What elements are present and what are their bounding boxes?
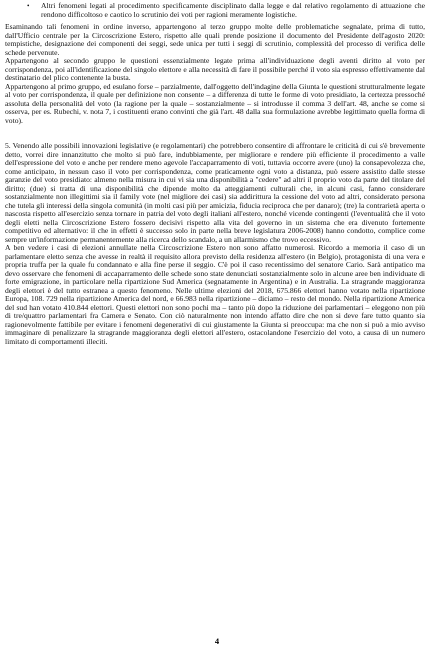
- bullet-symbol: •: [27, 2, 30, 10]
- paragraph-third-group: Esaminando tali fenomeni in ordine inverso, appartengono al terzo gruppo molte delle problematiche segnalate, prima di tutto, dall'Ufficio centrale per la Circoscrizione Estero, rispetto alle quali prende posizione il documento del Presidente dell'agosto 2020: tempistiche, designazione dei componenti dei seggi, sede unica per tutti i seggi di scrutinio, complessità del processo di verifica delle schede pervenute.: [5, 22, 425, 57]
- section-5-paragraph: 5. Venendo alle possibili innovazioni legislative (e regolamentari) che potrebbero consentire di affrontare le criticità di cui s'è brevemente detto, vorrei dire innanzitutto che molto si può fare, indubbiamente, per migliorare e rendere più efficiente il procedimento a valle dell'espressione del voto e anche per rendere meno agevole l'accaparramento di voti, tuttavia occorre avere (uno) la consapevolezza che, come anticipato, in nessun caso il voto per corrispondenza, come praticamente ogni voto a distanza, può essere assistito dalle stesse garanzie del voto presidiato: almeno nella misura in cui vi sia una disponibilità a "cedere" ad altri il proprio voto da parte del titolare del diritto; (due) si tratta di una disponibilità che dipende molto da atteggiamenti culturali che, in alcuni casi, fanno considerare sostanzialmente non illegittimi sia il family vote (nel migliore dei casi) sia addirittura la cessione del voto ad altri, considerato persona che tutela gli interessi della singola comunità (in molti casi più per amicizia, fiducia reciproca che per danaro); (tre) la contrarietà aperta o nascosta rispetto all'esercizio senza tornare in patria del voto degli italiani all'estero, nonché vicende contingenti (l'eventualità che il voto degli eletti nella Circoscrizione Estero fossero decisivi rispetto alla vita del governo in un sistema che era divenuto fortemente competitivo ed alternativo: il che in effetti è successo solo in parte nella breve legislatura 2006-2008) hanno condotto, complice come sempre un'informazione permanentemente alla ricerca dello scandalo, a un allarmismo che trovo eccessivo.: [5, 141, 425, 244]
- paragraph-second-group: Appartengono al secondo gruppo le questioni essenzialmente legate prima all'individuazione degli aventi diritto al voto per corrispondenza, poi all'identificazione del singolo elettore e alla necessità di fare il possibile perché il voto sia espresso effettivamente dal destinatario del plico contenente la busta.: [5, 56, 425, 82]
- section-gap: [5, 125, 425, 142]
- paragraph-first-group: Appartengono al primo gruppo, ed esulano forse – parzialmente, dall'oggetto dell'indagine della Giunta le questioni strutturalmente legate al voto per corrispondenza, il quale per definizione non consente – a differenza di tutte le forme di voto presidiato, la certezza pressoché assoluta della personalità del voto (la ragione per la quale – sostanzialmente – si introdusse il comma 3 dell'art. 48, anche se come si osserva, per es. Rubechi, v. nota 7, i costituenti erano convinti che già l'art. 48 dalla sua formulazione avrebbe legittimato quella forma di voto).: [5, 81, 425, 125]
- bullet-item: [27, 2, 425, 19]
- bullet-text: Altri fenomeni legati al procedimento specificamente disciplinato dalla legge e dal relativo regolamento di attuazione che rendono difficoltoso e caotico lo scrutinio dei voti per ragioni meramente logistiche.: [41, 1, 425, 19]
- page-number: 4: [214, 636, 220, 646]
- closing-paragraph: A ben vedere i casi di elezioni annullate nella Circoscrizione Estero non sono affatto numerosi. Ricordo a memoria il caso di un parlamentare eletto senza che avesse in realtà il requisito allora previsto della residenza all'estero (in Belgio), protagonista di una vera e propria truffa per la quale fu condannato e alla fine perse il seggio. C'è poi il caso recentissimo del senatore Cario. Sarà antipatico ma devo osservare che fenomeni di accaparramento delle schede sono state denunciati sostanzialmente solo in alcune aree ben individuate di forte emigrazione, in particolare nella ripartizione Sud America (segnatamente in Argentina) e in Australia. La stragrande maggioranza degli elettori è del tutto estranea a questo fenomeno. Nelle ultime elezioni del 2018, 675.866 elettori hanno votato nella ripartizione Europa, 108. 729 nella ripartizione America del nord, e 66.983 nella ripartizione – diciamo – resto del mondo. Nella ripartizione America del sud han votato 410.844 elettori. Questi elettori non sono pochi ma – tanto più dopo la riduzione dei parlamentari – eleggono non più di tre/quattro parlamentari fra Camera e Senato. Con ciò naturalmente non intendo affatto dire che non si deve fare tutto quanto sia ragionevolmente fattibile per evitare i fenomeni degenerativi di cui giustamente la Giunta si preoccupa: ma che non si può a mio avviso immaginare di penalizzare la stragrande maggioranza degli elettori all'estero, ostacolandone l'esercizio del voto, a causa di un numero limitato di comportamenti illeciti.: [5, 243, 425, 346]
